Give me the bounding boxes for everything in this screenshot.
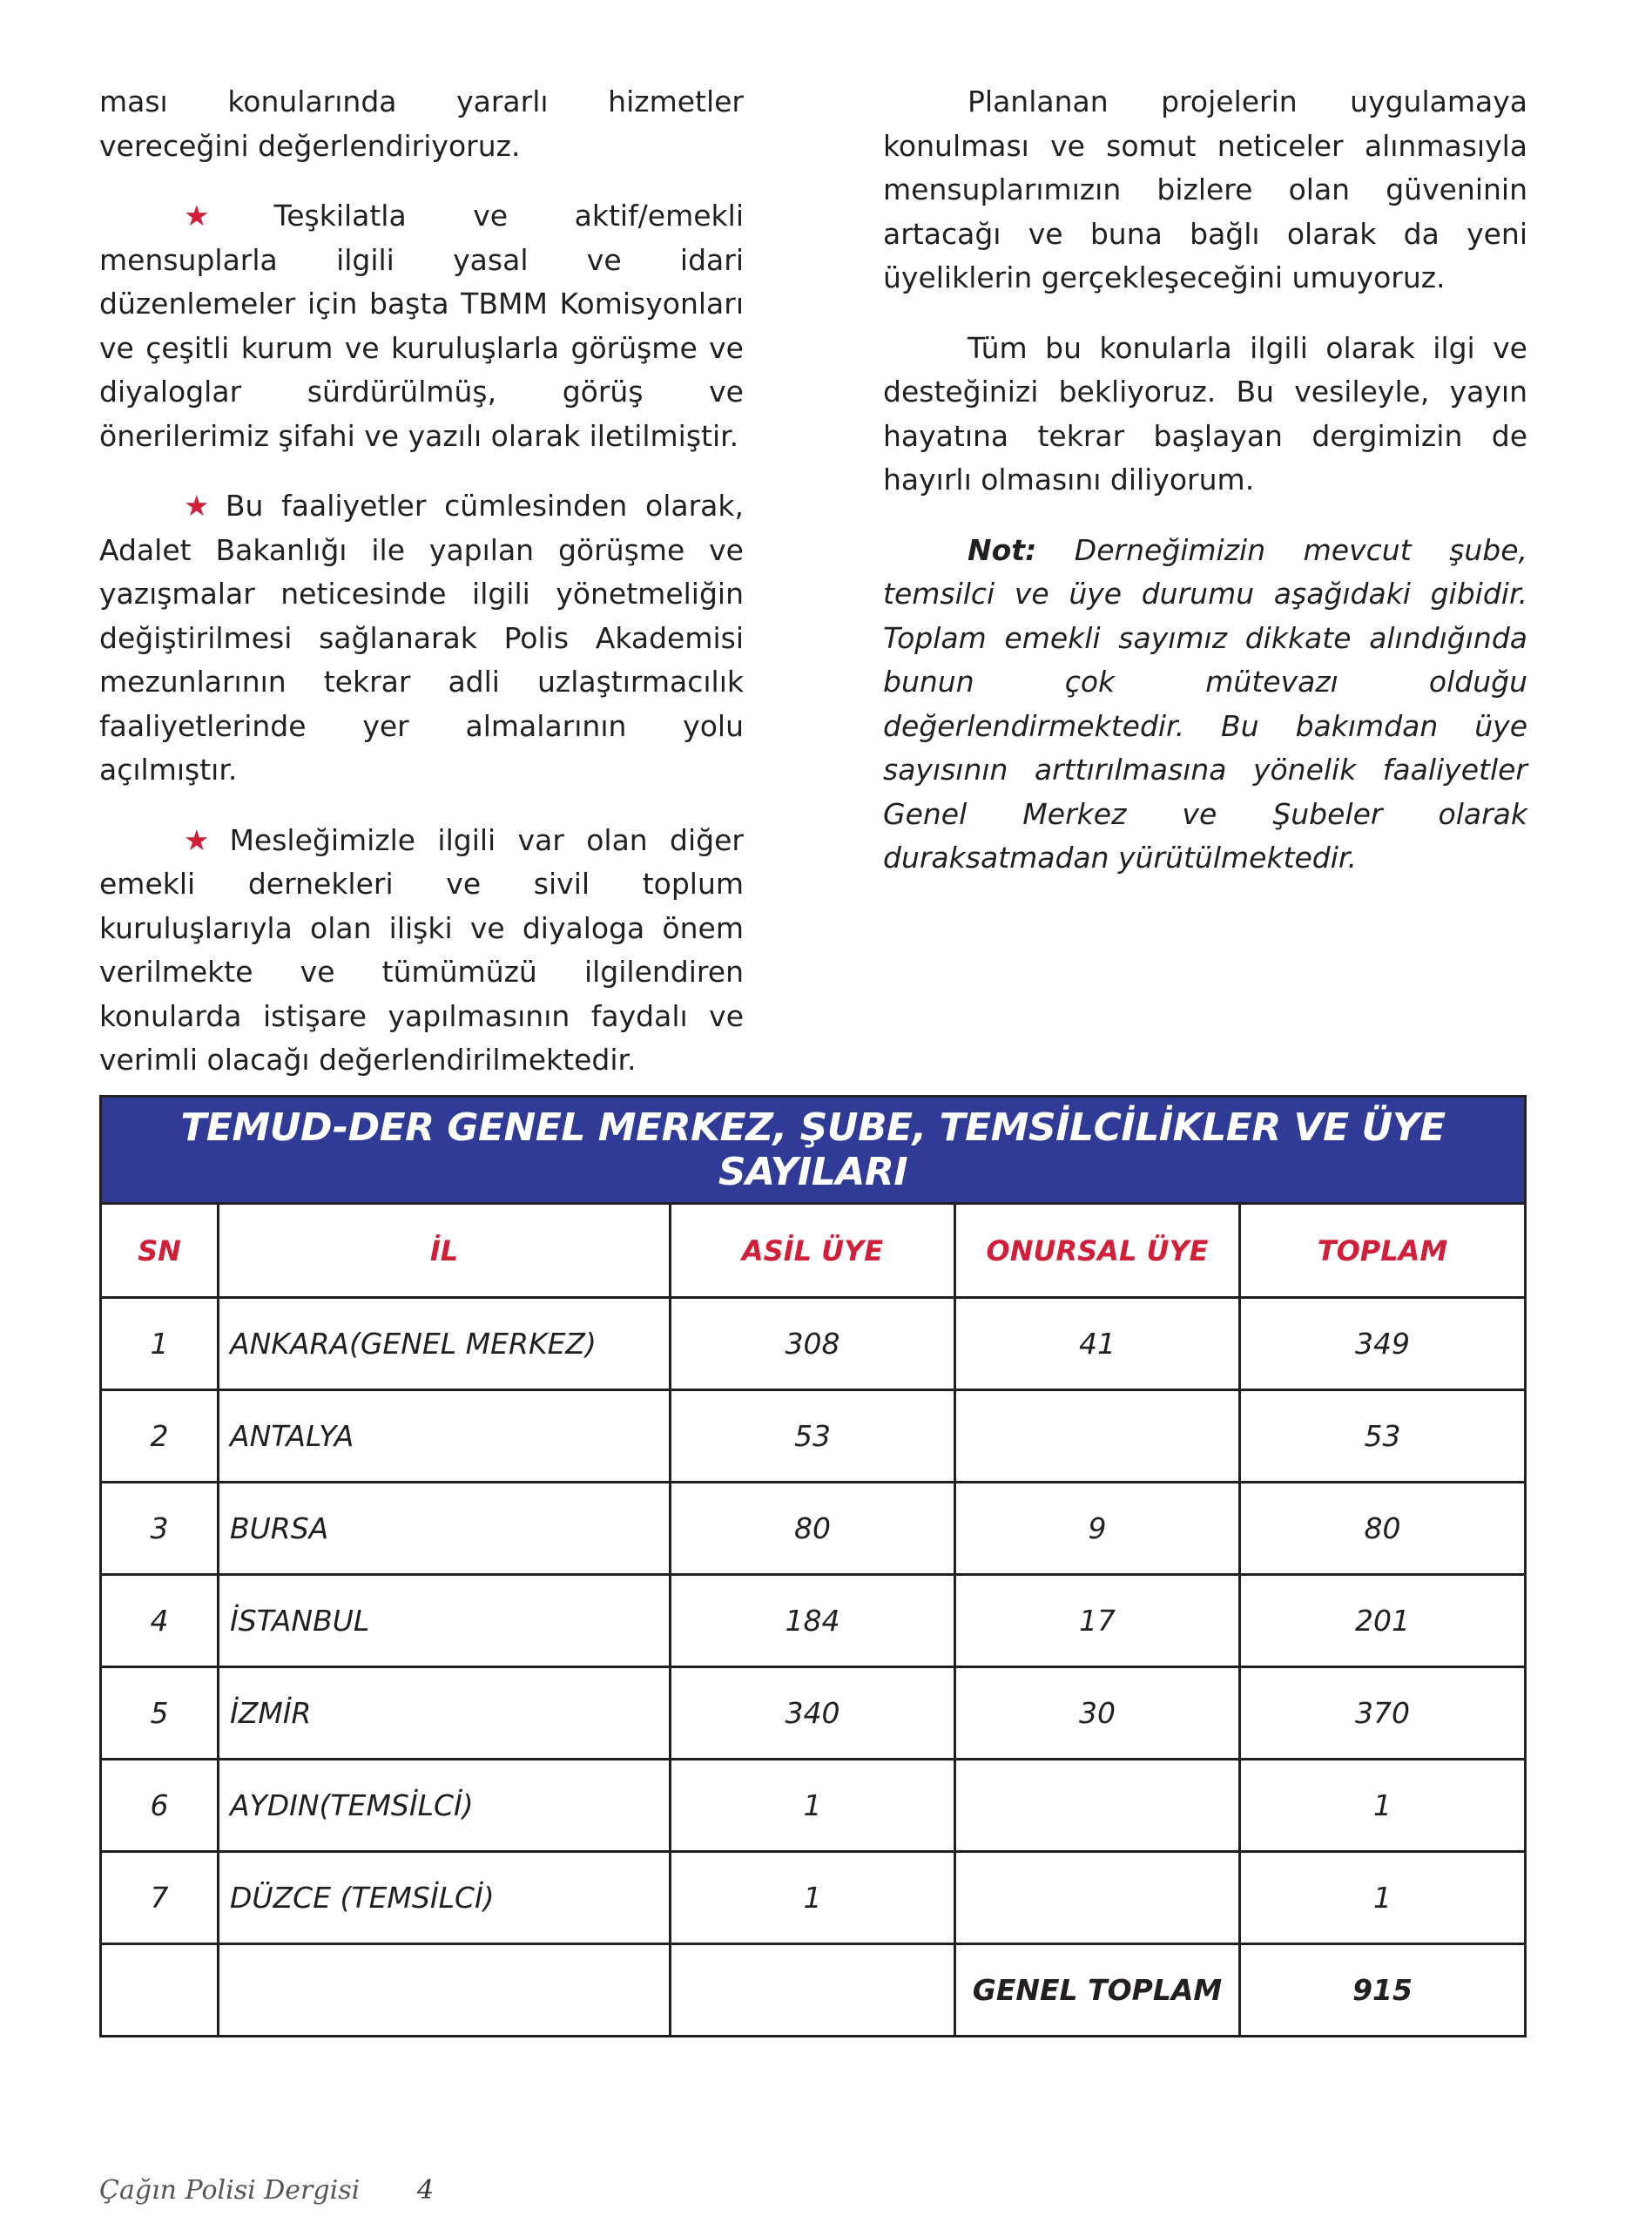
star-icon: ★: [184, 822, 223, 857]
cell-onursal-uye: 41: [955, 1298, 1240, 1390]
cell-onursal-uye: [955, 1760, 1240, 1852]
note-paragraph: [883, 529, 1527, 881]
cell-sn: 1: [101, 1298, 219, 1390]
table-total-row: [101, 1944, 1526, 2037]
paragraph-text: Bu faaliyetler cümlesinden olarak, Adalet Bakanlığı ile yapılan görüşme ve yazışmalar neticesinde ilgili yönetmeliğin değiştirilmesi sağlanarak Polis Akademisi mezunlarının tekrar adli uzlaştırmacılık faaliyetlerinde yer almalarının yolu açılmıştır.: [99, 489, 744, 787]
table-row: [101, 1667, 1526, 1760]
table-row: [101, 1575, 1526, 1667]
empty-cell: [219, 1944, 671, 2037]
cell-toplam: 80: [1240, 1483, 1526, 1575]
magazine-name: Çağın Polisi Dergisi: [99, 2175, 361, 2206]
cell-onursal-uye: [955, 1852, 1240, 1944]
cell-il: AYDIN(TEMSİLCİ): [219, 1760, 671, 1852]
paragraph-text: Mesleğimizle ilgili var olan diğer emekli dernekleri ve sivil toplum kuruluşlarıyla olan ilişki ve diyaloga önem verilmekte ve tümümüzü ilgilendiren konularda istişare yapılmasının faydalı ve verimli olacağı değerlendirilmektedir.: [99, 822, 744, 1077]
cell-sn: 2: [101, 1390, 219, 1483]
cell-toplam: 349: [1240, 1298, 1526, 1390]
cell-asil-uye: 1: [671, 1760, 955, 1852]
table-row: [101, 1483, 1526, 1575]
cell-asil-uye: 53: [671, 1390, 955, 1483]
column-header-onursal-uye: ONURSAL ÜYE: [955, 1204, 1240, 1298]
cell-il: DÜZCE (TEMSİLCİ): [219, 1852, 671, 1944]
star-icon: ★: [184, 489, 219, 523]
note-label: Not:: [968, 532, 1037, 567]
paragraph: Tüm bu konularla ilgili olarak ilgi ve desteğinizi bekliyoruz. Bu vesileyle, yayın hayatına tekrar başlayan dergimizin de hayırlı olmasını diliyorum.: [883, 330, 1527, 497]
cell-toplam: 53: [1240, 1390, 1526, 1483]
cell-onursal-uye: 17: [955, 1575, 1240, 1667]
membership-table-wrapper: [99, 1095, 1524, 2037]
cell-onursal-uye: 9: [955, 1483, 1240, 1575]
cell-toplam: 1: [1240, 1760, 1526, 1852]
cell-il: BURSA: [219, 1483, 671, 1575]
table-row: [101, 1852, 1526, 1944]
cell-il: ANKARA(GENEL MERKEZ): [219, 1298, 671, 1390]
cell-sn: 5: [101, 1667, 219, 1760]
column-header-toplam: TOPLAM: [1240, 1204, 1526, 1298]
cell-toplam: 370: [1240, 1667, 1526, 1760]
grand-total-value: 915: [1240, 1944, 1526, 2037]
bullet-paragraph: [99, 484, 744, 793]
grand-total-label: GENEL TOPLAM: [955, 1944, 1240, 2037]
table-title: TEMUD-DER GENEL MERKEZ, ŞUBE, TEMSİLCİLİKLER VE ÜYE SAYILARI: [101, 1097, 1526, 1204]
table-row: [101, 1390, 1526, 1483]
cell-asil-uye: 1: [671, 1852, 955, 1944]
table-header-row: [101, 1204, 1526, 1298]
cell-sn: 7: [101, 1852, 219, 1944]
cell-asil-uye: 184: [671, 1575, 955, 1667]
cell-sn: 6: [101, 1760, 219, 1852]
cell-asil-uye: 80: [671, 1483, 955, 1575]
column-header-asil-uye: ASİL ÜYE: [671, 1204, 955, 1298]
cell-toplam: 1: [1240, 1852, 1526, 1944]
cell-il: İZMİR: [219, 1667, 671, 1760]
empty-cell: [671, 1944, 955, 2037]
note-text: Derneğimizin mevcut şube, temsilci ve üye durumu aşağıdaki gibidir. Toplam emekli sayımız dikkate alındığında bunun çok mütevazı olduğu değerlendirmektedir. Bu bakımdan üye sayısının arttırılmasına yönelik faaliyetler Genel Merkez ve Şubeler olarak duraksatmadan yürütülmektedir.: [883, 532, 1527, 875]
paragraph-text: Teşkilatla ve aktif/emekli mensuplarla ilgili yasal ve idari düzenlemeler için başta TBMM Komisyonları ve çeşitli kurum ve kuruluşlarla görüşme ve diyaloglar sürdürülmüş, görüş ve önerilerimiz şifahi ve yazılı olarak iletilmiştir.: [99, 199, 745, 453]
table-row: [101, 1298, 1526, 1390]
page-number: 4: [417, 2175, 435, 2206]
star-icon: ★: [184, 199, 267, 233]
bullet-paragraph: [99, 194, 744, 458]
paragraph: Planlanan projelerin uygulamaya konulması ve somut neticeler alınmasıyla mensuplarımızın bizlere olan güveninin artacağı ve buna bağlı olarak da yeni üyeliklerin gerçekleşeceğini umuyoruz.: [883, 84, 1527, 294]
cell-toplam: 201: [1240, 1575, 1526, 1667]
left-column: [99, 80, 744, 1109]
cell-il: ANTALYA: [219, 1390, 671, 1483]
table-row: [101, 1760, 1526, 1852]
cell-asil-uye: 340: [671, 1667, 955, 1760]
cell-sn: 3: [101, 1483, 219, 1575]
paragraph: ması konularında yararlı hizmetler vereceğini değerlendiriyoruz.: [99, 84, 744, 163]
membership-table: [99, 1095, 1527, 2037]
cell-onursal-uye: [955, 1390, 1240, 1483]
cell-asil-uye: 308: [671, 1298, 955, 1390]
column-header-il: İL: [219, 1204, 671, 1298]
empty-cell: [101, 1944, 219, 2037]
right-column: [883, 80, 1527, 907]
cell-onursal-uye: 30: [955, 1667, 1240, 1760]
column-header-sn: SN: [101, 1204, 219, 1298]
cell-il: İSTANBUL: [219, 1575, 671, 1667]
cell-sn: 4: [101, 1575, 219, 1667]
bullet-paragraph: [99, 819, 744, 1083]
